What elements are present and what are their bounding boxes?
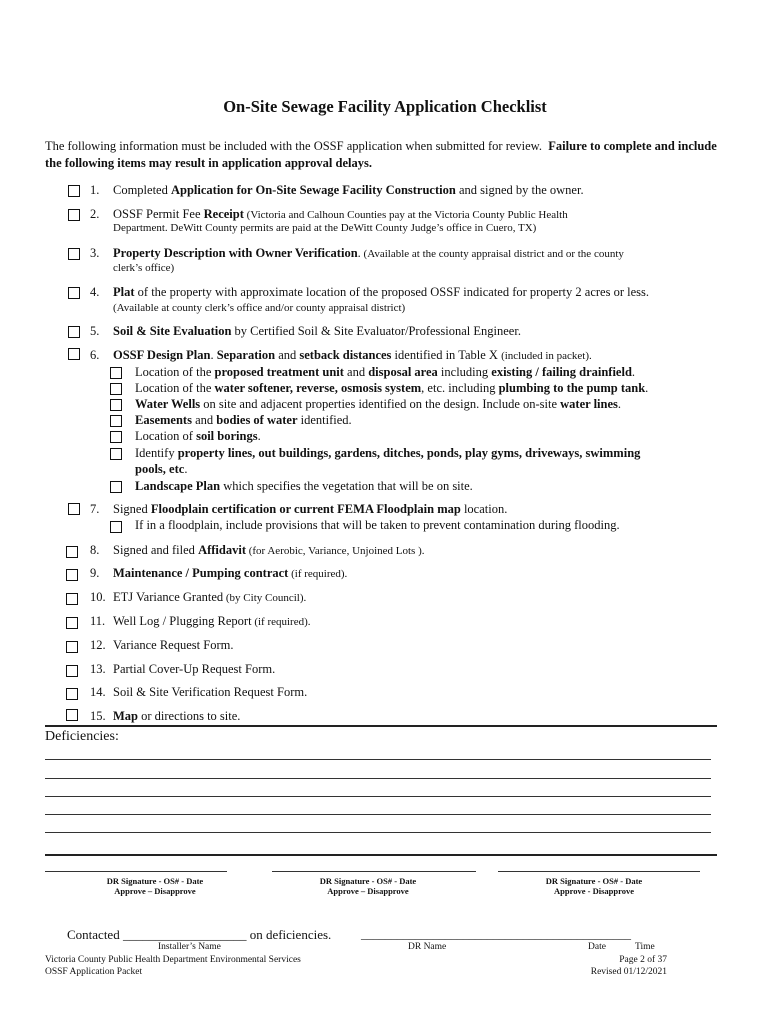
deficiency-line[interactable] <box>45 796 711 797</box>
checkbox-item-8[interactable] <box>66 546 78 558</box>
page-title: On-Site Sewage Facility Application Checklist <box>223 97 547 116</box>
date-label: Date <box>588 942 606 952</box>
checkbox-item-11[interactable] <box>66 617 78 629</box>
checkbox-item-13[interactable] <box>66 665 78 677</box>
intro-warning: Failure to complete and include the following items may result in application approval delays. <box>45 139 717 170</box>
footer-page-number: Page 2 of 37 <box>619 955 667 965</box>
intro-paragraph <box>45 138 725 172</box>
checkbox-design-7[interactable] <box>110 481 122 493</box>
dr-name-line[interactable]: _____________________________________________ <box>361 927 631 941</box>
installer-name-label: Installer’s Name <box>158 942 221 952</box>
checkbox-flood[interactable] <box>110 521 122 533</box>
divider <box>45 854 717 856</box>
signature-caption: DR Signature - OS# - Date Approve – Disapprove <box>319 876 417 896</box>
signature-caption: DR Signature - OS# - Date Approve – Disapprove <box>106 876 204 896</box>
signature-line[interactable] <box>498 871 700 872</box>
contacted-line[interactable]: Contacted ___________________ on deficiencies. <box>67 927 332 942</box>
footer-department: Victoria County Public Health Department Environmental Services <box>45 955 301 965</box>
checkbox-item-7[interactable] <box>68 503 80 515</box>
checkbox-item-2[interactable] <box>68 209 80 221</box>
signature-line[interactable] <box>45 871 227 872</box>
checkbox-item-9[interactable] <box>66 569 78 581</box>
divider <box>45 725 717 727</box>
dr-name-label: DR Name <box>408 942 447 952</box>
checkbox-item-15[interactable] <box>66 709 78 721</box>
checkbox-item-3[interactable] <box>68 248 80 260</box>
deficiency-line[interactable] <box>45 778 711 779</box>
intro-text: The following information must be included with the OSSF application when submitted for review. <box>45 139 543 153</box>
checkbox-item-14[interactable] <box>66 688 78 700</box>
signature-caption: DR Signature - OS# - Date Approve - Disapprove <box>545 876 643 896</box>
checkbox-design-6[interactable] <box>110 448 122 460</box>
deficiencies-label: Deficiencies: <box>45 729 119 744</box>
checkbox-item-4[interactable] <box>68 287 80 299</box>
checkbox-item-12[interactable] <box>66 641 78 653</box>
checkbox-item-10[interactable] <box>66 593 78 605</box>
checkbox-design-5[interactable] <box>110 431 122 443</box>
checkbox-design-2[interactable] <box>110 383 122 395</box>
deficiency-line[interactable] <box>45 832 711 833</box>
checkbox-design-3[interactable] <box>110 399 122 411</box>
checkbox-item-5[interactable] <box>68 326 80 338</box>
checkbox-design-1[interactable] <box>110 367 122 379</box>
time-label: Time <box>635 942 655 952</box>
signature-line[interactable] <box>272 871 476 872</box>
footer-revised: Revised 01/12/2021 <box>590 967 667 977</box>
checkbox-item-6[interactable] <box>68 348 80 360</box>
deficiency-line[interactable] <box>45 814 711 815</box>
checkbox-item-1[interactable] <box>68 185 80 197</box>
deficiency-line[interactable] <box>45 759 711 760</box>
checkbox-design-4[interactable] <box>110 415 122 427</box>
footer-packet: OSSF Application Packet <box>45 967 143 977</box>
